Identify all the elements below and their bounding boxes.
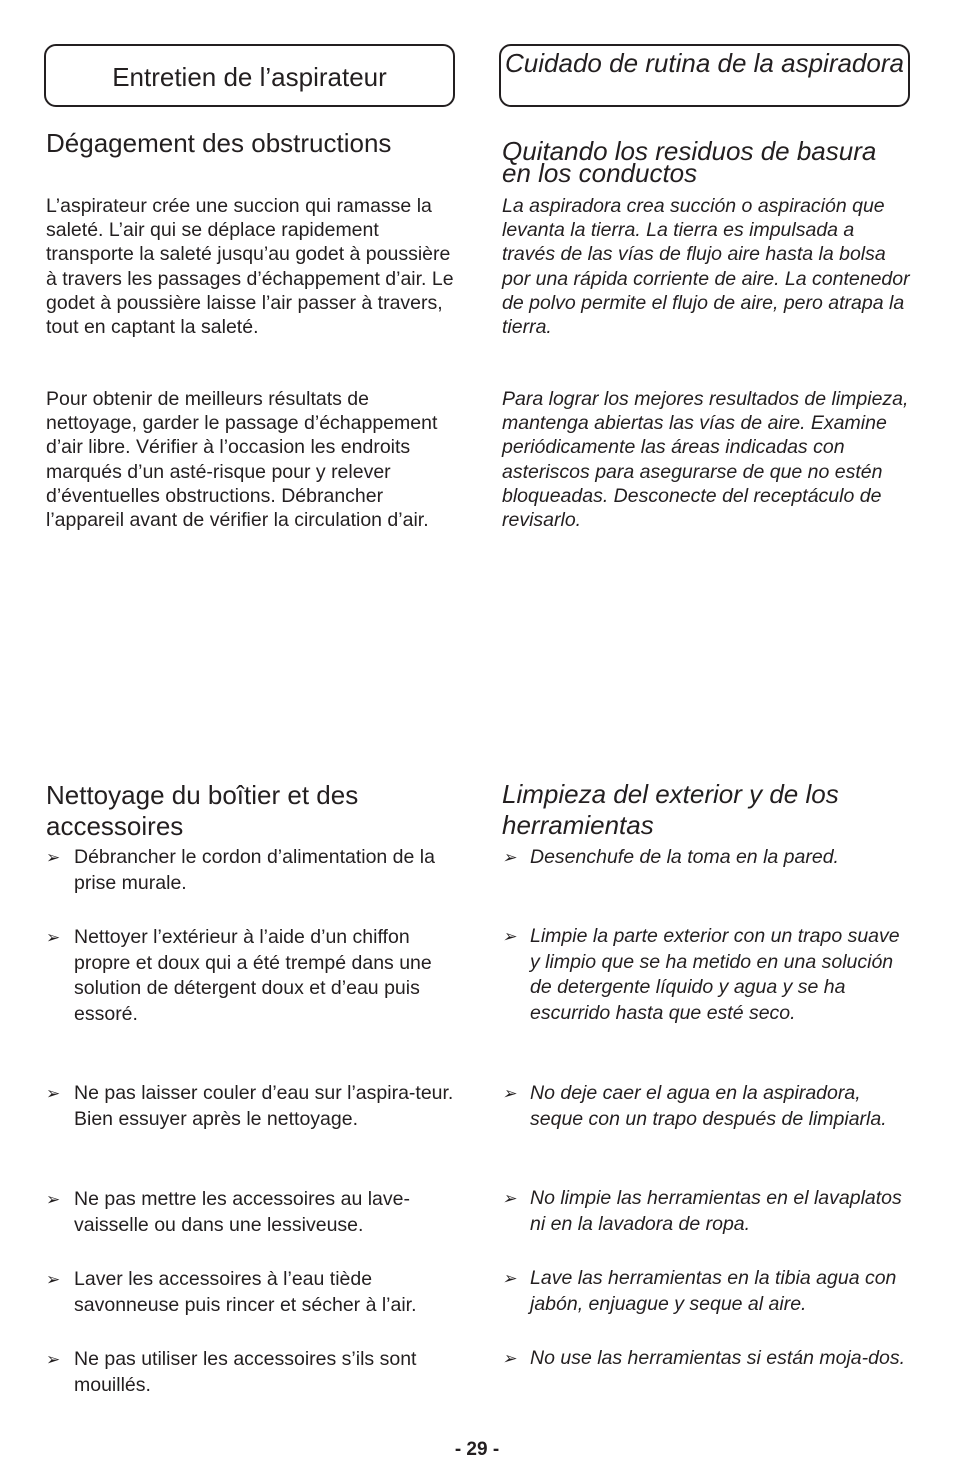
section-title-nettoyage: Nettoyage du boîtier et des accessoires (46, 780, 359, 841)
header-box-french (44, 44, 455, 107)
list-item (46, 1081, 466, 1132)
paragraph-residuos-2: Para lograr los mejores resultados de limpieza, mantenga abiertas las vías de aire. Examine periódicamente las áreas indicadas con asteriscos para asegurarse de que no estén bloqueadas. Desconecte del receptáculo de revisarlo. (502, 388, 909, 532)
header-box-spanish (499, 44, 910, 107)
section-title-limpieza: Limpieza del exterior y de los herramientas (502, 779, 839, 840)
arrow-bullet-icon: ➢ (46, 1350, 61, 1369)
arrow-bullet-icon: ➢ (502, 1269, 517, 1288)
list-item (502, 1266, 907, 1317)
arrow-bullet-icon: ➢ (502, 927, 517, 946)
arrow-bullet-icon: ➢ (46, 928, 61, 947)
list-item (502, 924, 907, 1026)
list-item-text: No use las herramientas si están moja-dos. (530, 1347, 906, 1369)
list-item-text: No limpie las herramientas en el lavaplatos ni en la lavadora de ropa. (530, 1187, 902, 1235)
arrow-bullet-icon: ➢ (502, 848, 517, 867)
arrow-bullet-icon: ➢ (46, 1270, 61, 1289)
list-item-text: No deje caer el agua en la aspiradora, seque con un trapo después de limpiarla. (530, 1082, 887, 1130)
arrow-bullet-icon: ➢ (502, 1084, 517, 1103)
list-item-text: Ne pas mettre les accessoires au lave-vaisselle ou dans une lessiveuse. (74, 1188, 410, 1236)
paragraph-obstructions-1: L’aspirateur crée une succion qui ramasse la saleté. L’air qui se déplace rapidement transporte la saleté jusqu’au godet à poussière à travers les passages d’échappement d’air. Le godet à poussière laisse l’air passer à travers, tout en captant la saleté. (46, 195, 454, 339)
page-number: - 29 - (454, 1439, 500, 1460)
list-item-text: Laver les accessoires à l’eau tiède savonneuse puis rincer et sécher à l’air. (74, 1268, 417, 1316)
list-item (46, 1187, 466, 1238)
list-item (502, 1186, 907, 1237)
list-item (46, 925, 466, 1027)
list-item-text: Lave las herramientas en la tibia agua con jabón, enjuague y seque al aire. (530, 1267, 897, 1315)
arrow-bullet-icon: ➢ (46, 1190, 61, 1209)
arrow-bullet-icon: ➢ (46, 1084, 61, 1103)
list-item (502, 1081, 907, 1132)
list-item (46, 1347, 466, 1398)
paragraph-residuos-1: La aspiradora crea succión o aspiración que levanta la tierra. La tierra es impulsada a través de las vías de flujo aire hasta la bolsa por una rápida corriente de aire. La contenedor de polvo permite el flujo de aire, pero atrapa la tierra. (502, 195, 910, 339)
section-title-obstructions: Dégagement des obstructions (46, 128, 392, 158)
arrow-bullet-icon: ➢ (502, 1349, 517, 1368)
header-title-french: Entretien de l’aspirateur (112, 62, 387, 92)
list-item (46, 1267, 466, 1318)
list-item-text: Limpie la parte exterior con un trapo suave y limpio que se ha metido en una solución de detergente líquido y agua y se ha escurrido hasta que esté seco. (530, 925, 900, 1024)
arrow-bullet-icon: ➢ (502, 1189, 517, 1208)
header-title-spanish: Cuidado de rutina de la aspiradora (505, 48, 904, 78)
arrow-bullet-icon: ➢ (46, 848, 61, 867)
list-item-text: Ne pas utiliser les accessoires s’ils sont mouillés. (74, 1348, 417, 1396)
list-item-text: Desenchufe de la toma en la pared. (530, 846, 839, 868)
list-item (502, 845, 907, 871)
list-item-text: Débrancher le cordon d’alimentation de la prise murale. (74, 846, 435, 894)
paragraph-obstructions-2: Pour obtenir de meilleurs résultats de nettoyage, garder le passage d’échappement d’air libre. Vérifier à l’occasion les endroits marqués d’un asté-risque pour y relever d’éventuelles obstructions. Débrancher l’appareil avant de vérifier la circulation d’air. (46, 388, 438, 532)
list-item (46, 845, 466, 896)
section-title-residuos: Quitando los residuos de basura en los conductos (502, 136, 877, 188)
list-item (502, 1346, 907, 1372)
list-item-text: Nettoyer l’extérieur à l’aide d’un chiffon propre et doux qui a été trempé dans une solution de détergent doux et d’eau puis essoré. (74, 926, 432, 1025)
list-item-text: Ne pas laisser couler d’eau sur l’aspira-teur. Bien essuyer après le nettoyage. (74, 1082, 454, 1130)
